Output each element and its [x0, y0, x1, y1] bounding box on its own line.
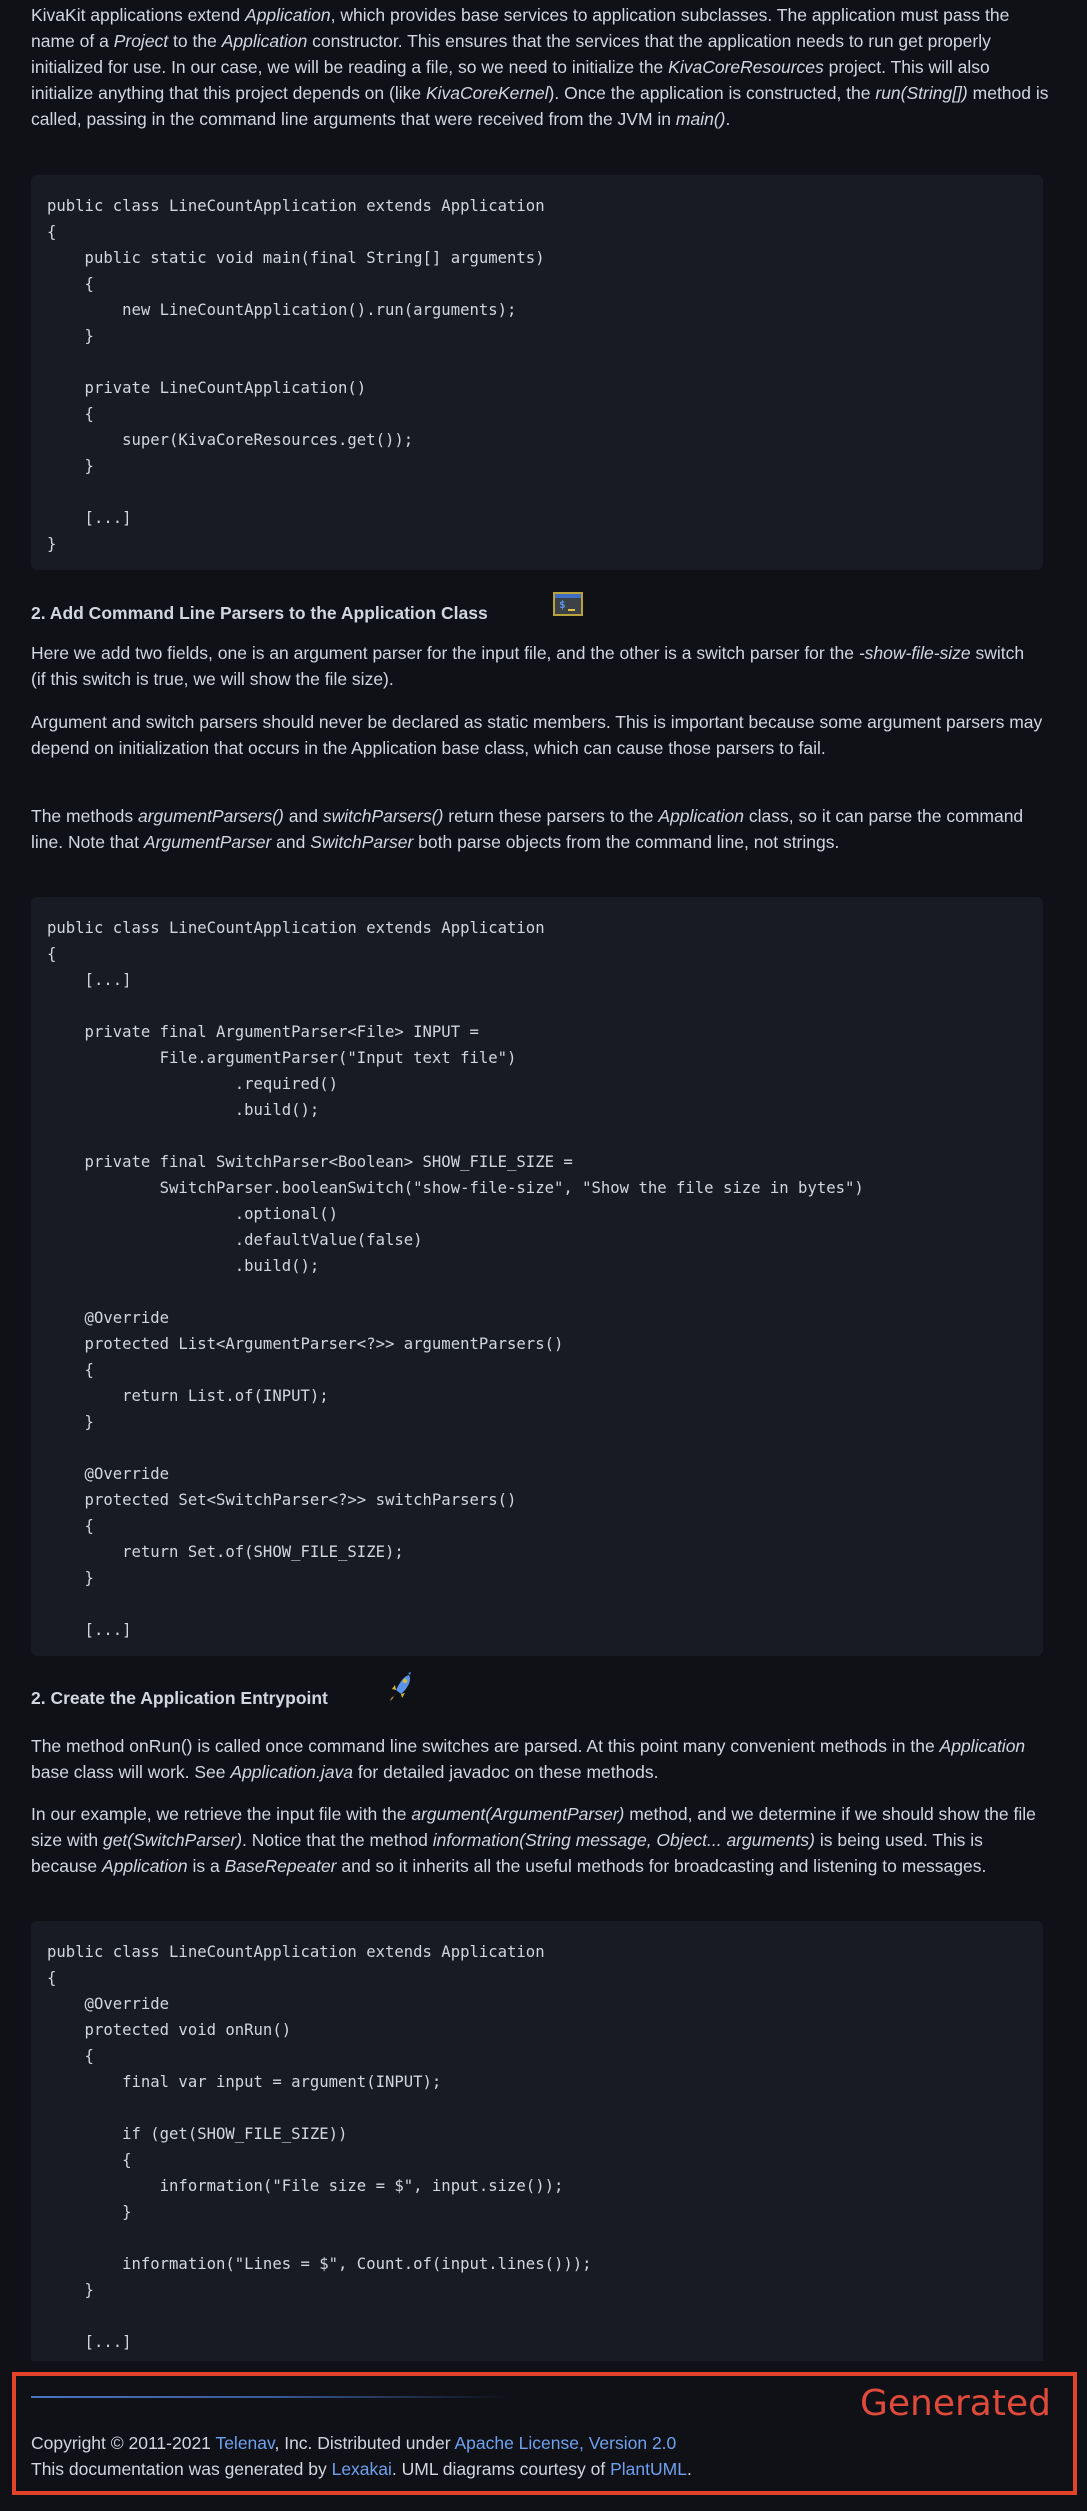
text-run: base class will work. See	[31, 1762, 231, 1782]
plantuml-link[interactable]: PlantUML	[610, 2459, 687, 2479]
code-line: protected Set<SwitchParser<?>> switchParsers()	[47, 1491, 517, 1509]
code-line: public class LineCountApplication extends Application	[47, 1943, 545, 1961]
text-run: class, so it can parse the command line. Note that	[31, 806, 1024, 852]
code-line: public static void main(final String[] arguments)	[47, 249, 545, 267]
code-line: }	[47, 2281, 94, 2299]
code-line: SwitchParser.booleanSwitch("show-file-size", "Show the file size in bytes")	[47, 1179, 864, 1197]
copyright-middle: , Inc. Distributed under	[274, 2433, 455, 2453]
code-line: @Override	[47, 1995, 170, 2013]
text-run: both parse objects from the command line, not strings.	[413, 832, 840, 852]
code-line: information("Lines = $", Count.of(input.lines()));	[47, 2255, 592, 2273]
entrypoint-paragraph-2	[31, 1801, 1043, 1879]
text-run: Argument and switch parsers should never be declared as static members. This is important because some argument parsers may depend on initialization that occurs in the Application base class, which can cause those parsers to fail.	[31, 712, 1043, 758]
text-run: for detailed javadoc on these methods.	[352, 1762, 659, 1782]
text-run: The methods	[31, 806, 138, 826]
text-run: is being used. This is because	[31, 1830, 983, 1876]
code-line: {	[47, 1969, 57, 1987]
section-heading-parsers	[31, 598, 566, 626]
emphasis-text: ArgumentParser	[143, 832, 272, 852]
text-run: method, and we determine if we should show the file size with	[31, 1804, 1036, 1850]
code-line: }	[47, 535, 57, 553]
code-line	[47, 1435, 1027, 1461]
generated-suffix: .	[686, 2459, 692, 2479]
code-line: [...]	[47, 2333, 132, 2351]
text-run: constructor. This ensures that the services that the application needs to run get properly initialized for use. In our case, we will be reading a file, so we need to initialize the	[31, 31, 991, 77]
emphasis-text: information(String message, Object... arguments)	[432, 1830, 815, 1850]
code-line: protected List<ArgumentParser<?>> argumentParsers()	[47, 1335, 564, 1353]
text-run: In our example, we retrieve the input file with the	[31, 1804, 412, 1824]
code-line: final var input = argument(INPUT);	[47, 2073, 442, 2091]
text-run: return these parsers to the	[443, 806, 659, 826]
code-block-constructor	[31, 175, 1043, 570]
terminal-icon: $	[553, 592, 583, 616]
code-line: [...]	[47, 509, 132, 527]
telenav-link[interactable]: Telenav	[215, 2433, 275, 2453]
text-run: KivaKit applications extend	[31, 5, 246, 25]
code-line: .defaultValue(false)	[47, 1231, 423, 1249]
text-run: and	[271, 832, 311, 852]
code-line: }	[47, 327, 94, 345]
intro-paragraph	[31, 2, 1056, 132]
emphasis-text: Application	[221, 31, 308, 51]
code-line: public class LineCountApplication extends Application	[47, 197, 545, 215]
entrypoint-paragraph-1	[31, 1733, 1043, 1785]
generated-prefix: This documentation was generated by	[31, 2459, 332, 2479]
emphasis-text: switchParsers()	[322, 806, 444, 826]
code-line	[47, 1279, 1027, 1305]
code-line: information("File size = $", input.size());	[47, 2177, 564, 2195]
code-line	[47, 2303, 1027, 2329]
emphasis-text: get(SwitchParser)	[102, 1830, 243, 1850]
text-run: and so it inherits all the useful methods for broadcasting and listening to messages.	[336, 1856, 987, 1876]
code-line: {	[47, 2047, 94, 2065]
text-run: .	[725, 109, 731, 129]
emphasis-text: run(String[])	[875, 83, 968, 103]
code-line: {	[47, 2151, 132, 2169]
code-line: .build();	[47, 1257, 320, 1275]
text-run: project. This will also initialize anything that this project depends on (like	[31, 57, 990, 103]
code-line: {	[47, 405, 94, 423]
code-line: }	[47, 1569, 94, 1587]
emphasis-text: -show-file-size	[858, 643, 971, 663]
code-line: return List.of(INPUT);	[47, 1387, 329, 1405]
emphasis-text: Application	[245, 5, 331, 25]
text-run: to the	[168, 31, 222, 51]
code-line: new LineCountApplication().run(arguments);	[47, 301, 517, 319]
code-line: .optional()	[47, 1205, 339, 1223]
emphasis-text: argumentParsers()	[138, 806, 284, 826]
code-line: @Override	[47, 1309, 170, 1327]
code-line	[47, 2225, 1027, 2251]
code-line: @Override	[47, 1465, 170, 1483]
section-heading-entrypoint-text: 2. Create the Application Entrypoint	[31, 1688, 328, 1708]
code-line: super(KivaCoreResources.get());	[47, 431, 414, 449]
emphasis-text: Application	[939, 1736, 1026, 1756]
emphasis-text: BaseRepeater	[224, 1856, 337, 1876]
text-run: Here we add two fields, one is an argument parser for the input file, and the other is a switch parser for the	[31, 643, 859, 663]
text-run: method is called, passing in the command line arguments that were received from the JVM in	[31, 83, 1049, 129]
code-line: {	[47, 945, 57, 963]
rocket-icon	[386, 1671, 416, 1705]
apache-license-link[interactable]: Apache License, Version 2.0	[454, 2433, 677, 2453]
emphasis-text: Project	[113, 31, 169, 51]
text-run: , which provides base services to application subclasses. The application must pass the name of a	[31, 5, 1010, 51]
code-line: return Set.of(SHOW_FILE_SIZE);	[47, 1543, 404, 1561]
code-block-parsers	[31, 897, 1043, 1656]
copyright-line	[31, 2430, 676, 2456]
text-run: . Notice that the method	[242, 1830, 433, 1850]
code-line: File.argumentParser("Input text file")	[47, 1049, 517, 1067]
code-line: private final ArgumentParser<File> INPUT =	[47, 1023, 479, 1041]
section-heading-parsers-text: 2. Add Command Line Parsers to the Application Class	[31, 603, 488, 623]
code-line: private final SwitchParser<Boolean> SHOW_FILE_SIZE =	[47, 1153, 573, 1171]
generated-middle: . UML diagrams courtesy of	[391, 2459, 611, 2479]
code-line: .required()	[47, 1075, 339, 1093]
emphasis-text: Application	[658, 806, 745, 826]
code-line	[47, 349, 1027, 375]
emphasis-text: Application.java	[230, 1762, 353, 1782]
code-line	[47, 479, 1027, 505]
code-line	[47, 993, 1027, 1019]
code-line	[47, 1591, 1027, 1617]
emphasis-text: argument(ArgumentParser)	[411, 1804, 625, 1824]
generated-annotation-label: Generated	[860, 2383, 1051, 2424]
text-run: The method onRun() is called once command line switches are parsed. At this point many convenient methods in the	[31, 1736, 940, 1756]
emphasis-text: Application	[102, 1856, 188, 1876]
text-run: switch (if this switch is true, we will show the file size).	[31, 643, 1025, 689]
code-line: }	[47, 1413, 94, 1431]
code-line: private LineCountApplication()	[47, 379, 367, 397]
code-line: }	[47, 457, 94, 475]
code-line: {	[47, 1361, 94, 1379]
lexakai-link[interactable]: Lexakai	[331, 2459, 392, 2479]
generated-by-line	[31, 2456, 692, 2482]
code-line: .build();	[47, 1101, 320, 1119]
code-line	[47, 1123, 1027, 1149]
emphasis-text: KivaCoreResources	[668, 57, 824, 77]
code-line: {	[47, 275, 94, 293]
copyright-prefix: Copyright © 2011-2021	[31, 2433, 216, 2453]
text-run: is a	[187, 1856, 225, 1876]
code-line	[47, 2095, 1027, 2121]
emphasis-text: KivaCoreKernel	[425, 83, 549, 103]
code-line: {	[47, 1517, 94, 1535]
code-line: }	[47, 2203, 132, 2221]
code-line: public class LineCountApplication extends Application	[47, 919, 545, 937]
code-line: [...]	[47, 971, 132, 989]
text-run: ). Once the application is constructed, the	[548, 83, 876, 103]
parsers-paragraph-3	[31, 803, 1043, 855]
text-run: and	[283, 806, 323, 826]
emphasis-text: main()	[675, 109, 726, 129]
code-line: [...]	[47, 1621, 132, 1639]
section-heading-entrypoint	[31, 1685, 328, 1711]
code-line: if (get(SHOW_FILE_SIZE))	[47, 2125, 348, 2143]
parsers-paragraph-2	[31, 709, 1043, 761]
code-line: protected void onRun()	[47, 2021, 292, 2039]
emphasis-text: SwitchParser	[310, 832, 414, 852]
parsers-paragraph-1	[31, 640, 1043, 692]
code-line: {	[47, 223, 57, 241]
code-block-onrun	[31, 1921, 1043, 2361]
